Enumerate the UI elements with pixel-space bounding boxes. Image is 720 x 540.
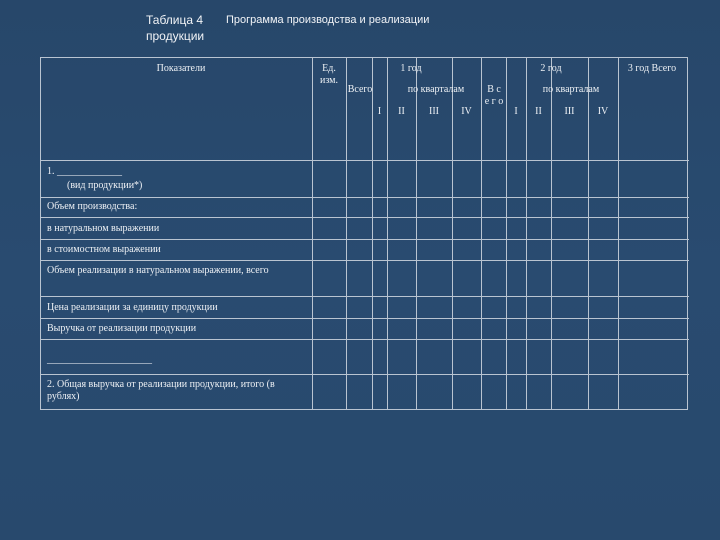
header-by-quarters-1: по кварталам bbox=[407, 84, 465, 95]
grid-line bbox=[41, 239, 689, 240]
grid-line bbox=[41, 197, 689, 198]
header-unit: Ед. изм. bbox=[320, 63, 338, 86]
row-sales-volume: Объем реализации в натуральном выражении, всего bbox=[47, 265, 269, 276]
header-by-quarters-2: по кварталам bbox=[542, 84, 600, 95]
row-in-value: в стоимостном выражении bbox=[47, 244, 161, 255]
row-production-volume: Объем производства: bbox=[47, 201, 138, 212]
grid-line bbox=[41, 217, 689, 218]
row-blank: _____________________ bbox=[47, 354, 152, 365]
grid-line bbox=[618, 58, 619, 409]
grid-line bbox=[41, 296, 689, 297]
production-table bbox=[40, 57, 688, 410]
quarter-2-y2: II bbox=[535, 106, 542, 117]
header-indicators: Показатели bbox=[156, 63, 206, 74]
row-in-kind: в натуральном выражении bbox=[47, 223, 160, 234]
header-year-1: 1 год bbox=[400, 63, 422, 74]
row-product-type: (вид продукции*) bbox=[67, 180, 143, 191]
header-total-1: Всего bbox=[347, 84, 373, 95]
quarter-1-y2: I bbox=[514, 106, 518, 117]
row-unit-price: Цена реализации за единицу продукции bbox=[47, 302, 218, 313]
table-caption bbox=[146, 12, 430, 44]
quarter-3-y2: III bbox=[564, 106, 575, 117]
quarter-2-y1: II bbox=[398, 106, 405, 117]
quarter-4-y2: IV bbox=[597, 106, 609, 117]
grid-line bbox=[41, 260, 689, 261]
quarter-4-y1: IV bbox=[461, 106, 472, 117]
table-number: Таблица 4 bbox=[146, 13, 204, 27]
grid-line bbox=[41, 339, 689, 340]
grid-line bbox=[41, 160, 689, 161]
quarter-3-y1: III bbox=[429, 106, 439, 117]
header-year-2: 2 год bbox=[540, 63, 562, 74]
row-product-1: 1. _____________ bbox=[47, 166, 122, 177]
grid-line bbox=[346, 58, 347, 409]
row-total-revenue: 2. Общая выручка от реализации продукции, итого (в рублях) bbox=[47, 379, 275, 402]
quarter-1-y1: I bbox=[377, 106, 382, 117]
header-total-2: В с е г о bbox=[484, 84, 504, 107]
table-title-continued: продукции bbox=[146, 29, 205, 43]
grid-line bbox=[312, 58, 313, 409]
grid-line bbox=[481, 58, 482, 409]
row-revenue: Выручка от реализации продукции bbox=[47, 323, 197, 334]
header-year-3: 3 год Всего bbox=[627, 63, 677, 74]
table-title: Программа производства и реализации bbox=[226, 14, 430, 26]
grid-line bbox=[41, 374, 689, 375]
grid-line bbox=[41, 318, 689, 319]
